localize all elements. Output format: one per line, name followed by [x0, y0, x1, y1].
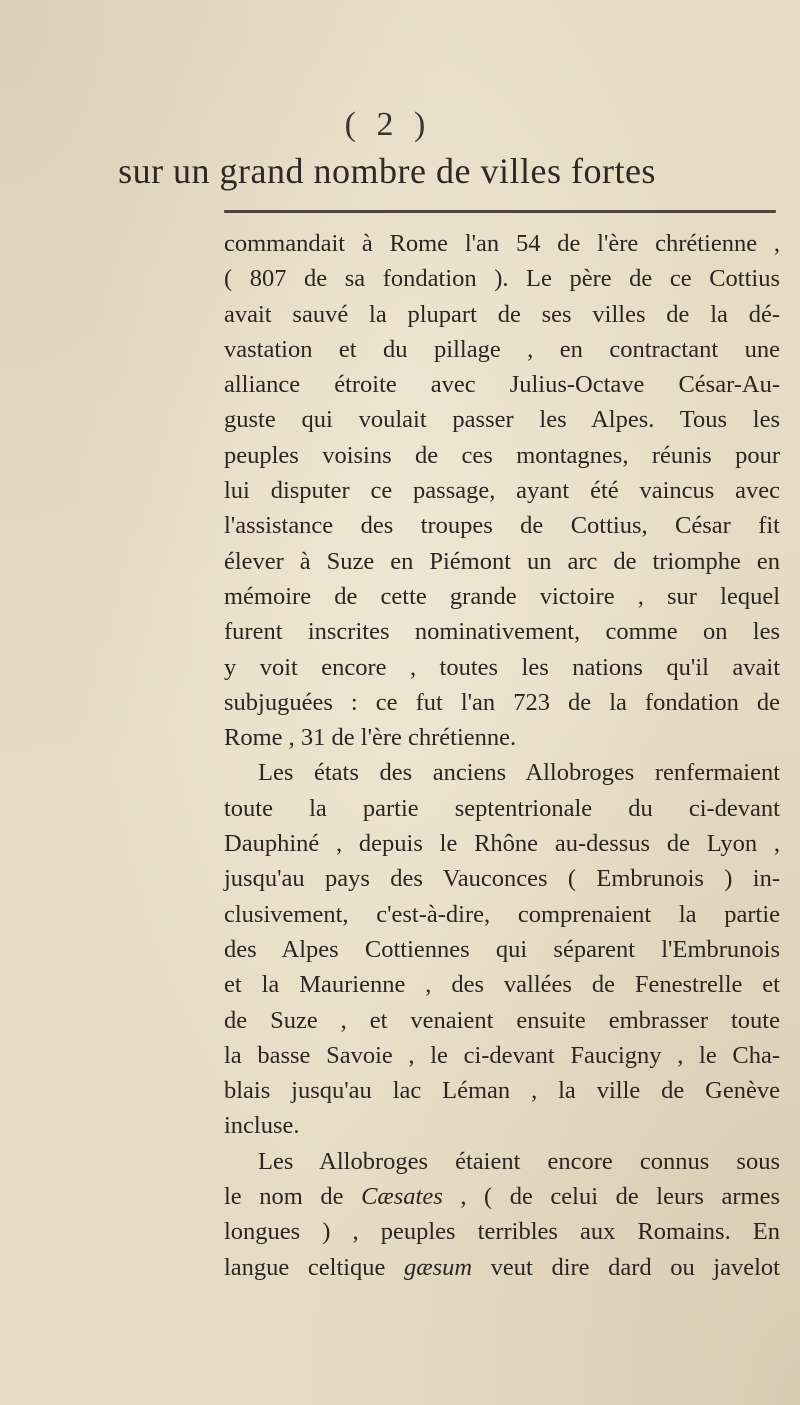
text-line: mémoire de cette grande victoire , sur lequel	[224, 582, 780, 610]
text-line: l'assistance des troupes de Cottius, César fit	[224, 512, 780, 540]
text-line: avait sauvé la plupart de ses villes de la dé-	[224, 300, 780, 328]
text-line: langue celtique gæsum veut dire dard ou javelot	[224, 1253, 780, 1281]
text-line: y voit encore , toutes les nations qu'il avait	[224, 653, 780, 681]
header-rule	[224, 210, 776, 213]
text-line: Les Allobroges étaient encore connus sous	[258, 1147, 780, 1175]
text-line: ( 807 de sa fondation ). Le père de ce Cottius	[224, 265, 780, 293]
italic-term: gæsum	[404, 1253, 473, 1281]
paragraph-3	[224, 1144, 780, 1285]
text-line: Rome , 31 de l'ère chrétienne.	[224, 724, 517, 752]
text-line: le nom de Cæsates , ( de celui de leurs armes	[224, 1183, 780, 1211]
text-line: lui disputer ce passage, ayant été vaincus avec	[224, 477, 780, 505]
text-line: subjuguées : ce fut l'an 723 de la fondation de	[224, 688, 780, 716]
body-text	[224, 226, 780, 1285]
text-line: vastation et du pillage , en contractant une	[224, 335, 780, 363]
text-line: la basse Savoie , le ci-devant Faucigny , le Cha-	[224, 1041, 780, 1069]
text-line: commandait à Rome l'an 54 de l'ère chrétienne ,	[224, 230, 780, 257]
text-line: guste qui voulait passer les Alpes. Tous les	[224, 406, 780, 434]
text-line: élever à Suze en Piémont un arc de triomphe en	[224, 547, 780, 575]
text-line: des Alpes Cottiennes qui séparent l'Embrunois	[224, 935, 780, 963]
text-line: de Suze , et venaient ensuite embrasser toute	[224, 1006, 780, 1034]
text-line: incluse.	[224, 1112, 300, 1140]
text-line: et la Maurienne , des vallées de Fenestrelle et	[224, 971, 780, 999]
text-line: alliance étroite avec Julius-Octave César-Au-	[224, 371, 780, 399]
italic-term: Cæsates	[361, 1183, 443, 1211]
text-line: Les états des anciens Allobroges renfermaient	[258, 759, 780, 787]
text-line: toute la partie septentrionale du ci-devant	[224, 794, 780, 822]
paragraph-1	[224, 226, 780, 755]
page-number: ( 2 )	[344, 106, 432, 143]
text-line: peuples voisins de ces montagnes, réunis pour	[224, 441, 780, 469]
text-line: jusqu'au pays des Vauconces ( Embrunois ) in-	[224, 865, 780, 893]
text-line: blais jusqu'au lac Léman , la ville de Genève	[224, 1077, 780, 1105]
text-line: clusivement, c'est-à-dire, comprenaient la partie	[224, 900, 780, 928]
running-title: sur un grand nombre de villes fortes	[118, 151, 656, 191]
text-line: longues ) , peuples terribles aux Romains. En	[224, 1218, 780, 1246]
text-line: furent inscrites nominativement, comme on les	[224, 618, 780, 646]
text-line: Dauphiné , depuis le Rhône au-dessus de Lyon ,	[224, 830, 780, 858]
paragraph-2	[224, 755, 780, 1143]
